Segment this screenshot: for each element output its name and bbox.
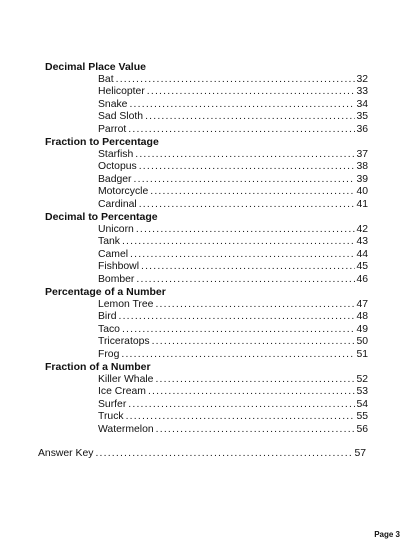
entry-label: Bomber — [98, 273, 135, 285]
toc-entry — [98, 324, 368, 337]
toc-entry — [98, 236, 368, 249]
dot-leader — [152, 336, 355, 349]
dot-leader — [141, 261, 355, 274]
entry-label: Snake — [98, 98, 128, 110]
entry-label: Unicorn — [98, 223, 134, 235]
entry-page-number: 45 — [356, 261, 368, 272]
dot-leader — [135, 149, 355, 162]
entry-label: Octopus — [98, 161, 137, 172]
toc-entry — [98, 224, 368, 237]
toc-entry — [98, 349, 368, 362]
entry-page-number: 33 — [356, 86, 368, 97]
dot-leader — [155, 299, 355, 312]
toc-entry — [98, 86, 368, 99]
toc-entry — [98, 161, 368, 174]
dot-leader — [134, 174, 355, 187]
toc-entry — [98, 336, 368, 349]
entry-label: Ice Cream — [98, 386, 146, 397]
answer-key-label: Answer Key — [38, 448, 94, 459]
toc-entry — [98, 174, 368, 187]
section-title: Decimal to Percentage — [45, 211, 158, 223]
toc-entry — [98, 411, 368, 424]
entry-label: Tank — [98, 236, 120, 247]
dot-leader — [156, 424, 355, 437]
toc-entry — [98, 199, 368, 212]
toc-entry — [98, 374, 368, 387]
dot-leader — [155, 374, 355, 387]
entry-label: Motorcycle — [98, 186, 149, 197]
dot-leader — [139, 161, 355, 174]
entry-label: Taco — [98, 323, 120, 335]
entry-label: Parrot — [98, 123, 127, 135]
entry-page-number: 42 — [356, 223, 368, 235]
entry-label: Bat — [98, 73, 114, 85]
entry-label: Lemon Tree — [98, 298, 154, 310]
toc-entry — [98, 186, 368, 199]
entry-page-number: 41 — [356, 198, 368, 210]
entry-page-number: 32 — [356, 73, 368, 85]
entry-page-number: 46 — [356, 273, 368, 285]
dot-leader — [147, 86, 355, 99]
dot-leader — [122, 324, 355, 337]
entry-page-number: 49 — [356, 323, 368, 335]
toc-entry — [98, 99, 368, 112]
entry-label: Surfer — [98, 398, 127, 410]
dot-leader — [150, 186, 355, 199]
toc-entry — [98, 299, 368, 312]
entry-page-number: 51 — [356, 348, 368, 360]
dot-leader — [128, 124, 355, 137]
dot-leader — [95, 448, 353, 461]
section-title: Percentage of a Number — [45, 286, 166, 298]
toc-entry — [98, 386, 368, 399]
entry-label: Starfish — [98, 148, 134, 160]
entry-page-number: 54 — [356, 398, 368, 410]
entry-page-number: 56 — [356, 423, 368, 435]
dot-leader — [126, 411, 355, 424]
entry-label: Watermelon — [98, 423, 154, 435]
page-number: Page 3 — [374, 530, 400, 539]
dot-leader — [139, 199, 355, 212]
toc-entry — [98, 111, 368, 124]
entry-page-number: 47 — [356, 298, 368, 310]
entry-page-number: 50 — [356, 336, 368, 347]
answer-key-entry — [38, 448, 366, 461]
dot-leader — [129, 99, 355, 112]
entry-page-number: 40 — [356, 186, 368, 197]
entry-page-number: 36 — [356, 123, 368, 135]
dot-leader — [145, 111, 355, 124]
toc-entry — [98, 424, 368, 437]
entry-page-number: 43 — [356, 236, 368, 247]
dot-leader — [121, 349, 355, 362]
entry-page-number: 39 — [356, 173, 368, 185]
entry-label: Frog — [98, 348, 120, 360]
entry-page-number: 38 — [356, 161, 368, 172]
toc-entry — [98, 261, 368, 274]
section-title: Fraction to Percentage — [45, 136, 159, 148]
entry-page-number: 34 — [356, 98, 368, 110]
dot-leader — [136, 274, 355, 287]
dot-leader — [130, 249, 355, 262]
entry-page-number: 35 — [356, 111, 368, 122]
answer-key-page-number: 57 — [354, 448, 366, 459]
dot-leader — [148, 386, 355, 399]
entry-label: Helicopter — [98, 86, 145, 97]
toc-entry — [98, 149, 368, 162]
entry-page-number: 48 — [356, 311, 368, 322]
entry-label: Sad Sloth — [98, 111, 144, 122]
section-title: Decimal Place Value — [45, 61, 146, 73]
toc-entry — [98, 249, 368, 262]
dot-leader — [122, 236, 355, 249]
entry-label: Badger — [98, 173, 132, 185]
dot-leader — [136, 224, 355, 237]
toc-entry — [98, 124, 368, 137]
dot-leader — [116, 74, 355, 87]
entry-page-number: 44 — [356, 248, 368, 260]
entry-page-number: 55 — [356, 411, 368, 422]
dot-leader — [128, 399, 355, 412]
entry-label: Killer Whale — [98, 373, 154, 385]
toc-entry — [98, 399, 368, 412]
toc-entry — [98, 274, 368, 287]
entry-page-number: 37 — [356, 148, 368, 160]
toc-entry — [98, 311, 368, 324]
dot-leader — [118, 311, 355, 324]
entry-label: Cardinal — [98, 198, 137, 210]
entry-page-number: 53 — [356, 386, 368, 397]
toc-entry — [98, 74, 368, 87]
entry-label: Bird — [98, 311, 117, 322]
entry-label: Camel — [98, 248, 129, 260]
entry-label: Fishbowl — [98, 261, 139, 272]
entry-label: Truck — [98, 411, 124, 422]
entry-label: Triceratops — [98, 336, 150, 347]
section-title: Fraction of a Number — [45, 361, 151, 373]
entry-page-number: 52 — [356, 373, 368, 385]
